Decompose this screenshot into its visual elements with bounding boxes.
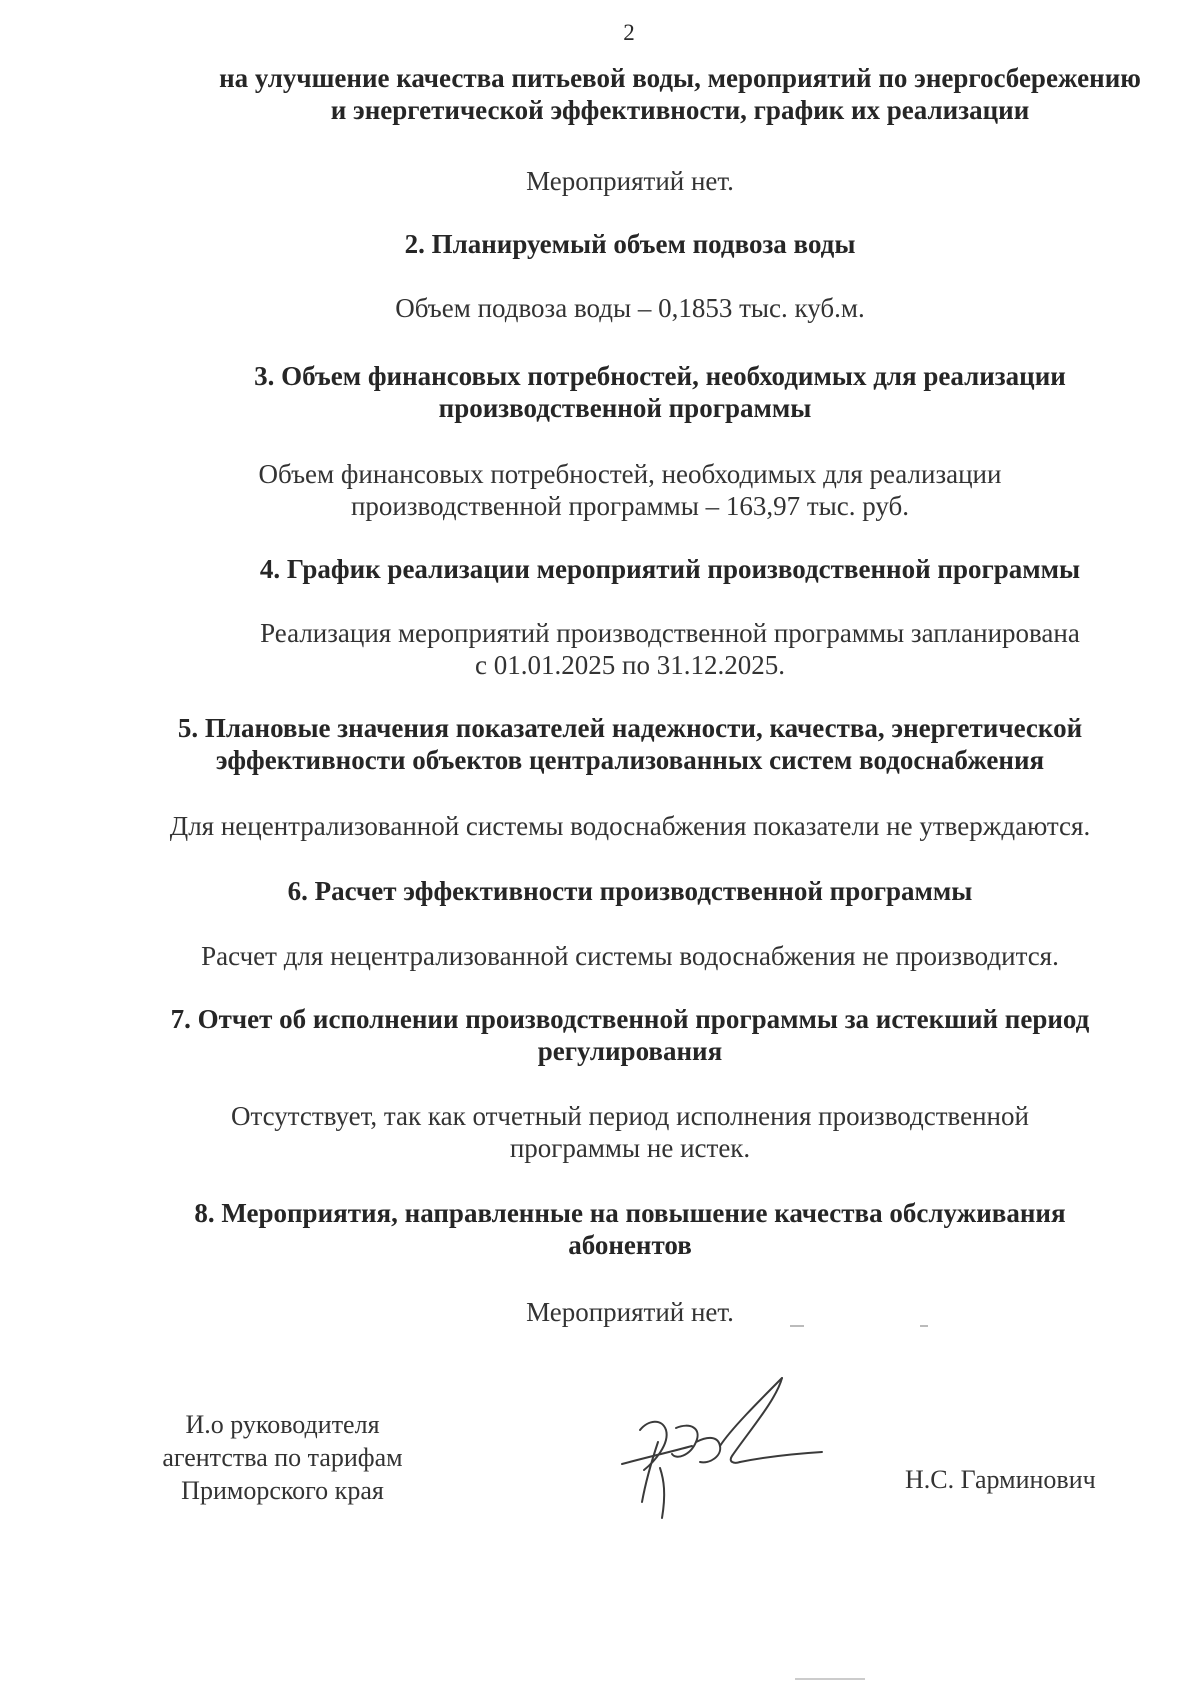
section-5-heading-line-2: эффективности объектов централизованных систем водоснабжения xyxy=(215,745,1045,775)
section-2-text xyxy=(100,292,1160,324)
intro-text-line: Мероприятий нет. xyxy=(526,166,734,196)
section-8-text-line: Мероприятий нет. xyxy=(526,1297,734,1327)
section-6-heading xyxy=(100,875,1160,907)
section-2-text-line: Объем подвоза воды – 0,1853 тыс. куб.м. xyxy=(395,293,865,323)
section-3-text-line-2: производственной программы – 163,97 тыс. руб. xyxy=(350,491,910,521)
section-4-text-line-1: Реализация мероприятий производственной программы запланирована xyxy=(260,618,1080,648)
signer-name: Н.С. Гарминович xyxy=(905,1465,1096,1494)
handwritten-signature xyxy=(600,1370,830,1530)
intro-text xyxy=(100,165,1160,197)
section-7-text xyxy=(100,1100,1160,1164)
section-7-heading-line-2: регулирования xyxy=(537,1036,723,1066)
scan-speck xyxy=(790,1325,804,1327)
intro-heading xyxy=(100,62,1200,126)
section-8-heading-line-1: 8. Мероприятия, направленные на повышение качества обслуживания xyxy=(194,1198,1066,1228)
section-8-heading-line-2: абонентов xyxy=(568,1230,692,1260)
signer-position xyxy=(140,1408,425,1507)
section-7-heading-line-1: 7. Отчет об исполнении производственной программы за истекший период xyxy=(170,1004,1090,1034)
section-2-heading-line: 2. Планируемый объем подвоза воды xyxy=(404,229,856,259)
section-4-text-line-2: с 01.01.2025 по 31.12.2025. xyxy=(475,650,785,680)
section-3-heading-line-2: производственной программы xyxy=(438,393,812,423)
signer-position-line-2: агентства по тарифам xyxy=(162,1443,403,1472)
section-3-text xyxy=(100,458,1160,522)
section-5-text xyxy=(100,810,1160,842)
section-4-text xyxy=(140,617,1200,681)
section-5-text-line: Для нецентрализованной системы водоснабжения показатели не утверждаются. xyxy=(169,811,1091,841)
section-8-heading xyxy=(100,1197,1160,1261)
intro-heading-line-2: и энергетической эффективности, график их реализации xyxy=(330,95,1030,125)
intro-heading-line-1: на улучшение качества питьевой воды, мероприятий по энергосбережению xyxy=(219,63,1141,93)
section-2-heading xyxy=(100,228,1160,260)
signer-position-line-1: И.о руководителя xyxy=(185,1410,380,1439)
scan-speck xyxy=(920,1325,928,1327)
section-7-heading xyxy=(100,1003,1160,1067)
section-6-text xyxy=(100,940,1160,972)
section-6-heading-line: 6. Расчет эффективности производственной программы xyxy=(287,876,973,906)
section-6-text-line: Расчет для нецентрализованной системы водоснабжения не производится. xyxy=(201,941,1059,971)
section-3-text-line-1: Объем финансовых потребностей, необходимых для реализации xyxy=(258,459,1002,489)
section-7-text-line-1: Отсутствует, так как отчетный период исполнения производственной xyxy=(231,1101,1029,1131)
section-7-text-line-2: программы не истек. xyxy=(509,1133,751,1163)
section-5-heading xyxy=(100,712,1160,776)
section-5-heading-line-1: 5. Плановые значения показателей надежности, качества, энергетической xyxy=(177,713,1083,743)
section-4-heading-line: 4. График реализации мероприятий производственной программы xyxy=(259,554,1081,584)
page-number: 2 xyxy=(623,20,635,45)
section-8-text xyxy=(100,1296,1160,1328)
section-3-heading-line-1: 3. Объем финансовых потребностей, необходимых для реализации xyxy=(254,361,1066,391)
section-4-heading xyxy=(140,553,1200,585)
scan-speck xyxy=(795,1678,865,1680)
section-3-heading xyxy=(130,360,1190,424)
signer-position-line-3: Приморского края xyxy=(181,1476,384,1505)
